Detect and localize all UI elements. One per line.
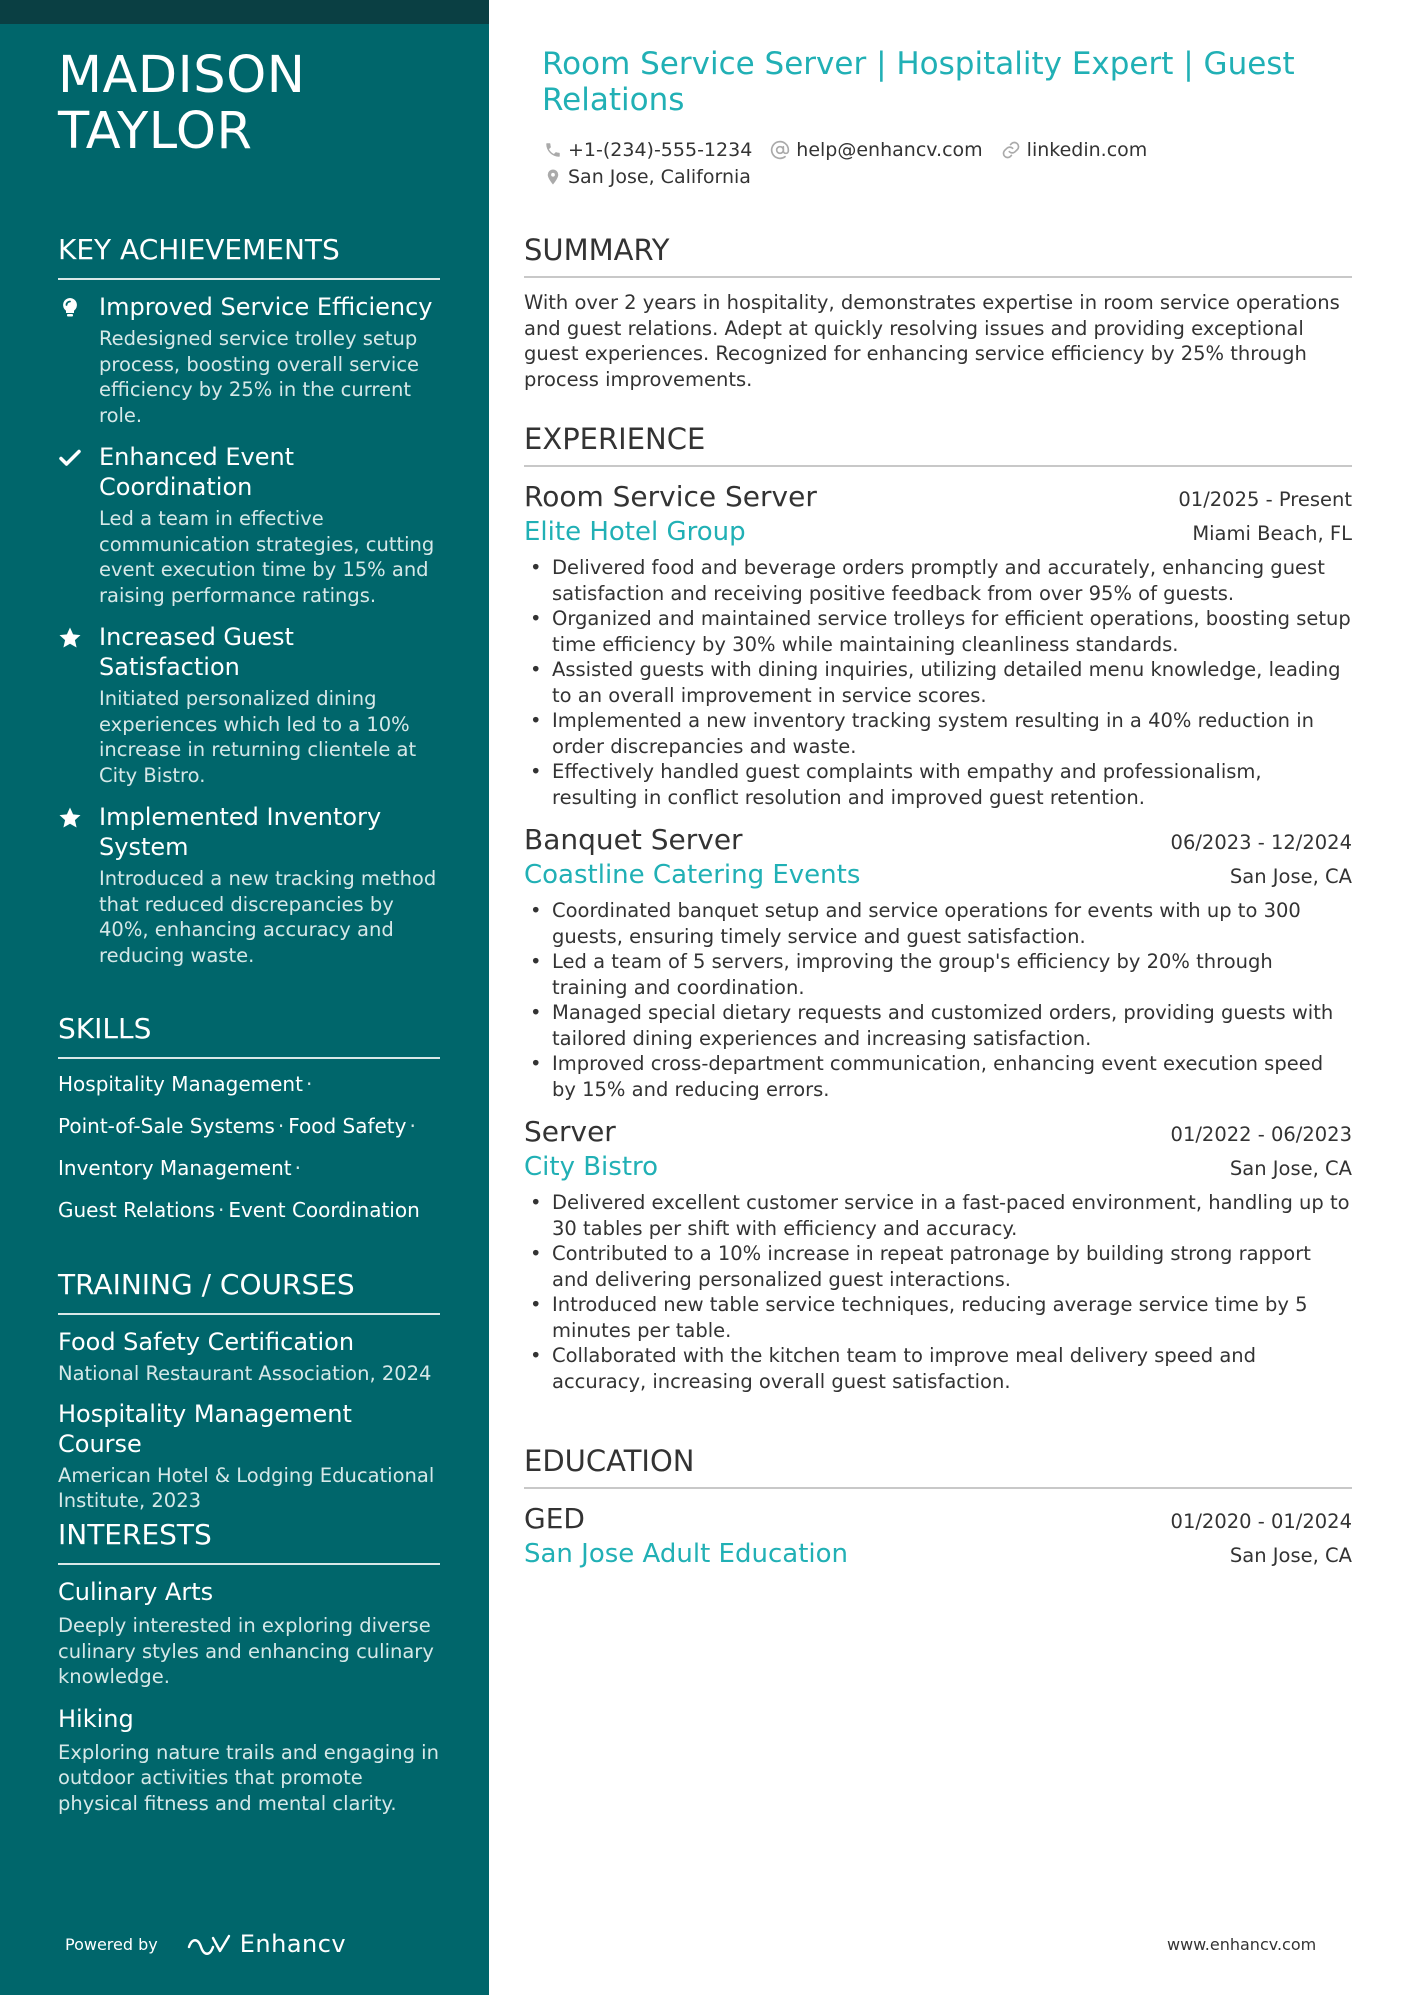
interest-title: Culinary Arts [58, 1578, 214, 1606]
linkedin-contact[interactable] [1001, 139, 1148, 161]
achievement-desc: Introduced a new tracking method that reduced discrepancies by 40%, enhancing accuracy and reducing waste. [99, 867, 437, 967]
footer-url[interactable]: www.enhancv.com [1167, 1935, 1317, 1954]
job-header [524, 479, 1352, 515]
interests-heading: INTERESTS [58, 1517, 440, 1565]
star-icon [58, 806, 82, 830]
job-bullet: • Introduced new table service techniques, reducing average service time by 5 minutes per table. [524, 1292, 1352, 1343]
skill-separator: · [409, 1114, 416, 1138]
link-icon [1001, 140, 1021, 160]
candidate-name: MADISON TAYLOR [58, 46, 306, 161]
interest-desc: Exploring nature trails and engaging in outdoor activities that promote physical fitness and mental clarity. [58, 1740, 439, 1815]
contact-info [544, 136, 1324, 190]
education-school: San Jose Adult Education [524, 1539, 848, 1569]
achievement-item [58, 802, 440, 968]
skill-separator: · [217, 1198, 225, 1222]
skill-separator: · [294, 1156, 301, 1180]
job-entry [524, 479, 1352, 810]
education-degree: GED [524, 1502, 585, 1535]
phone-contact[interactable] [544, 139, 752, 161]
course-provider: American Hotel & Lodging Educational Institute, 2023 [58, 1463, 435, 1512]
contact-row [544, 136, 1324, 163]
skills-heading: SKILLS [58, 1011, 440, 1059]
location-contact [544, 166, 751, 188]
brand-logo[interactable] [186, 1930, 346, 1958]
job-bullet: • Delivered food and beverage orders promptly and accurately, enhancing guest satisfaction and receiving positive feedback from over 95% of guests. [524, 555, 1352, 606]
education-header [524, 1501, 1352, 1537]
job-company: Elite Hotel Group [524, 517, 746, 547]
powered-by [65, 1930, 346, 1958]
skill-item: Guest Relations [58, 1198, 215, 1222]
education-heading: EDUCATION [524, 1443, 1352, 1489]
job-title: Server [524, 1115, 616, 1148]
job-date: 01/2025 - Present [1178, 488, 1352, 511]
phone-icon [544, 141, 562, 159]
achievement-title: Implemented Inventory System [99, 803, 382, 861]
job-subheader [524, 1150, 1352, 1184]
job-location: Miami Beach, FL [1192, 522, 1352, 545]
skill-item: Hospitality Management [58, 1072, 303, 1096]
job-title: Room Service Server [524, 480, 817, 513]
job-title: Banquet Server [524, 823, 743, 856]
linkedin-text: linkedin.com [1026, 138, 1148, 161]
job-subheader [524, 515, 1352, 549]
skill-separator: · [277, 1114, 285, 1138]
powered-by-label: Powered by [65, 1934, 158, 1954]
phone-text: +1-(234)-555-1234 [568, 138, 753, 161]
email-contact[interactable] [770, 139, 982, 161]
training-section [58, 1267, 440, 1526]
job-bullet: • Collaborated with the kitchen team to improve meal delivery speed and accuracy, increasing overall guest satisfaction. [524, 1343, 1352, 1394]
check-icon [58, 446, 82, 470]
education-date: 01/2020 - 01/2024 [1170, 1510, 1352, 1533]
skills-row [58, 1113, 440, 1139]
skills-row [58, 1071, 440, 1097]
summary-text: With over 2 years in hospitality, demonstrates expertise in room service operations and guest relations. Adept at quickly resolving issues and providing exceptional guest experiences. Recognized for enhancing service efficiency by 25% through process improvements. [524, 291, 1340, 391]
job-bullet: • Coordinated banquet setup and service operations for events with up to 300 guests, ensuring timely service and guest satisfaction. [524, 898, 1352, 949]
interest-desc: Deeply interested in exploring diverse culinary styles and enhancing culinary knowledge. [58, 1614, 434, 1688]
experience-section [524, 421, 1352, 1406]
job-bullet: • Assisted guests with dining inquiries, utilizing detailed menu knowledge, leading to an overall improvement in service scores. [524, 657, 1352, 708]
skill-separator: · [305, 1072, 313, 1096]
interests-section [58, 1517, 440, 1830]
achievement-desc: Initiated personalized dining experiences which led to a 10% increase in returning clientele at City Bistro. [99, 687, 417, 787]
skill-item: Point-of-Sale Systems [58, 1114, 275, 1138]
course-provider: National Restaurant Association, 2024 [58, 1362, 432, 1385]
job-bullet: • Led a team of 5 servers, improving the group's efficiency by 20% through training and coordination. [524, 949, 1352, 1000]
course-title: Food Safety Certification [58, 1328, 355, 1356]
job-bullet: • Effectively handled guest complaints with empathy and professionalism, resulting in conflict resolution and improved guest retention. [524, 759, 1352, 810]
enhancv-logo-icon [186, 1932, 232, 1956]
skill-item: Inventory Management [58, 1156, 292, 1180]
interest-title: Hiking [58, 1704, 134, 1733]
star-icon [58, 626, 82, 650]
education-location: San Jose, CA [1229, 1544, 1352, 1567]
headline: Room Service Server | Hospitality Expert | Guest Relations [542, 46, 1295, 118]
location-pin-icon [544, 167, 562, 187]
at-icon [770, 140, 790, 160]
job-bullet: • Implemented a new inventory tracking system resulting in a 40% reduction in order discrepancies and waste. [524, 708, 1352, 759]
experience-heading: EXPERIENCE [524, 421, 1352, 467]
job-header [524, 822, 1352, 858]
job-date: 06/2023 - 12/2024 [1170, 831, 1352, 854]
job-bullet: • Managed special dietary requests and customized orders, providing guests with tailored dining experiences and increasing satisfaction. [524, 1000, 1352, 1051]
achievement-item [58, 442, 440, 608]
job-bullets [524, 555, 1352, 810]
lightbulb-icon [58, 296, 82, 320]
job-bullets [524, 1190, 1352, 1394]
training-heading: TRAINING / COURSES [58, 1267, 440, 1315]
achievement-item [58, 292, 440, 428]
job-bullet: • Delivered excellent customer service in a fast-paced environment, handling up to 30 tables per shift with efficiency and accuracy. [524, 1190, 1352, 1241]
location-text: San Jose, California [568, 165, 751, 188]
achievement-title: Improved Service Efficiency [99, 293, 433, 321]
skill-item: Food Safety [288, 1114, 407, 1138]
contact-row [544, 163, 1324, 190]
achievement-item [58, 622, 440, 788]
achievement-title: Increased Guest Satisfaction [99, 623, 294, 681]
job-header [524, 1114, 1352, 1150]
job-company: Coastline Catering Events [524, 860, 861, 890]
sidebar-top-bar [0, 0, 489, 24]
achievement-desc: Led a team in effective communication strategies, cutting event execution time by 15% and raising performance ratings. [99, 507, 435, 607]
job-company: City Bistro [524, 1152, 659, 1182]
summary-section [524, 232, 1352, 392]
skills-row [58, 1197, 440, 1223]
job-location: San Jose, CA [1229, 1157, 1352, 1180]
job-subheader [524, 858, 1352, 892]
job-date: 01/2022 - 06/2023 [1170, 1123, 1352, 1146]
skills-section [58, 1011, 440, 1239]
job-bullet: • Improved cross-department communication, enhancing event execution speed by 15% and reducing errors. [524, 1051, 1352, 1102]
education-subheader [524, 1537, 1352, 1571]
job-bullets [524, 898, 1352, 1102]
skills-row [58, 1155, 440, 1181]
education-section [524, 1443, 1352, 1571]
job-bullet: • Contributed to a 10% increase in repeat patronage by building strong rapport and delivering personalized guest interactions. [524, 1241, 1352, 1292]
brand-name: Enhancv [239, 1930, 347, 1958]
job-location: San Jose, CA [1229, 865, 1352, 888]
main-content [524, 0, 1352, 1995]
job-entry [524, 1114, 1352, 1394]
achievement-title: Enhanced Event Coordination [99, 443, 295, 501]
sidebar [0, 0, 489, 1995]
course-title: Hospitality Management Course [58, 1399, 352, 1458]
achievement-desc: Redesigned service trolley setup process, boosting overall service efficiency by 25% in the current role. [99, 327, 420, 427]
email-text: help@enhancv.com [796, 138, 983, 161]
job-bullet: • Organized and maintained service trolleys for efficient operations, boosting setup time efficiency by 30% while maintaining cleanliness standards. [524, 606, 1352, 657]
job-entry [524, 822, 1352, 1102]
achievements-heading: KEY ACHIEVEMENTS [58, 232, 440, 280]
summary-heading: SUMMARY [524, 232, 1352, 278]
skill-item: Event Coordination [228, 1198, 420, 1222]
achievements-section [58, 232, 440, 982]
